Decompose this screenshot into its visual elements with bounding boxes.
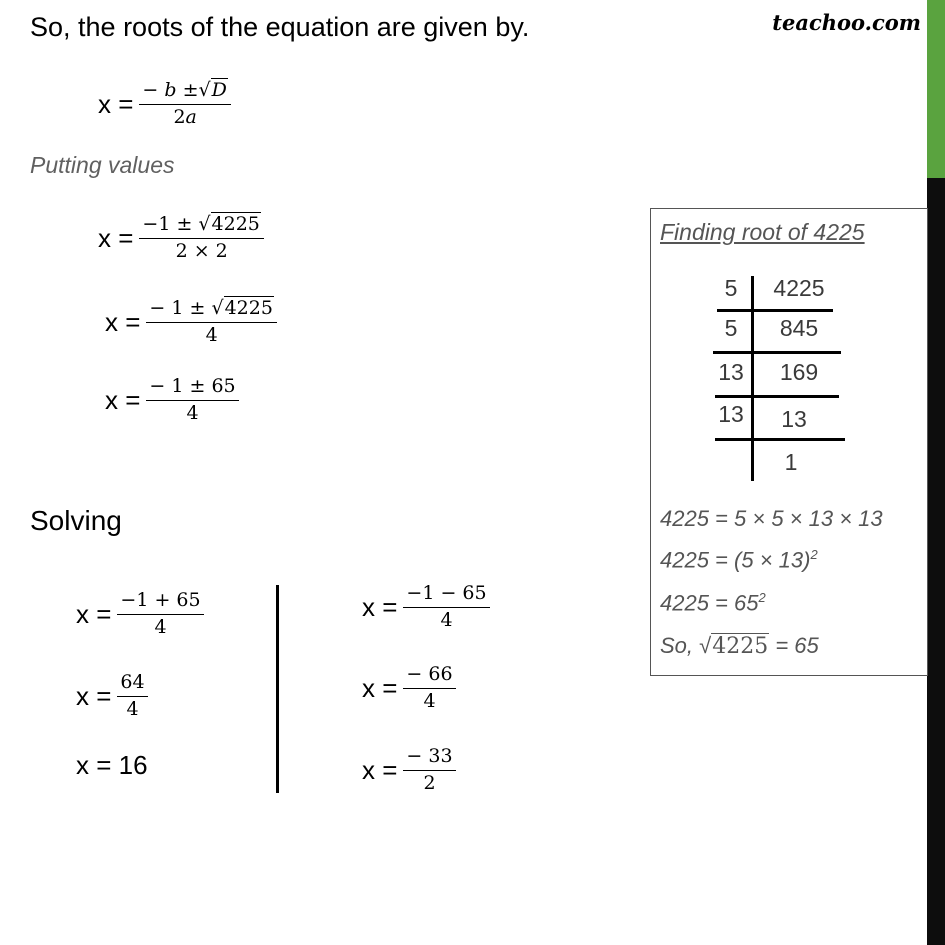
sub2-denominator: 4 (205, 323, 218, 346)
right-eq3-fraction (403, 746, 455, 795)
left-eq-2 (76, 672, 148, 721)
left-eq-1 (76, 590, 204, 639)
minus-sign: − (142, 79, 159, 101)
formula-lhs: x = (98, 88, 134, 119)
right-eq2-lhs: x = (362, 672, 398, 703)
left-eq1-denominator: 4 (154, 615, 167, 638)
var-D: D (211, 79, 227, 101)
root-finding-box (650, 208, 928, 676)
right-eq3-numerator: − 33 (403, 746, 455, 771)
fact4-prefix: So, √ (660, 633, 712, 658)
division-line (713, 351, 841, 354)
sub3-denominator: 4 (186, 401, 199, 424)
factorization-square (660, 547, 818, 573)
right-eq3-denominator: 2 (423, 771, 436, 794)
formula-denominator (173, 105, 196, 129)
fact2-exponent: 2 (810, 547, 818, 562)
substitution-3 (105, 376, 239, 425)
fact2-text: 4225 = (5 × 13) (660, 547, 811, 573)
fact3-exponent: 2 (758, 590, 766, 605)
left-eq1-lhs: x = (76, 598, 112, 629)
left-eq-3: x = 16 (76, 750, 148, 780)
sub2-numerator (146, 298, 277, 323)
quotient: 1 (784, 449, 798, 475)
factorization-line: 4225 = 5 × 5 × 13 × 13 (660, 506, 883, 531)
fact3-text: 4225 = 65 (660, 590, 759, 616)
den-two: 2 (173, 105, 186, 128)
right-eq1-lhs: x = (362, 591, 398, 622)
left-eq2-numerator: 64 (117, 672, 147, 697)
division-line (717, 309, 833, 312)
right-eq1-numerator: −1 − 65 (403, 583, 489, 608)
divisor: 13 (718, 359, 744, 385)
division-vertical-line (751, 276, 754, 481)
column-divider (276, 585, 279, 793)
quotient: 845 (779, 315, 819, 341)
left-eq2-lhs: x = (76, 680, 112, 711)
division-line (715, 395, 839, 398)
sub1-num-text: −1 ± √ (142, 213, 211, 235)
fact4-suffix: = 65 (769, 633, 819, 658)
sub1-numerator (139, 214, 263, 239)
sub2-radicand: 4225 (224, 297, 273, 319)
right-eq-1 (362, 583, 490, 632)
brand-logo: teachoo.com (772, 10, 921, 35)
right-eq2-fraction (403, 664, 455, 713)
right-eq1-denominator: 4 (440, 608, 453, 631)
divisor: 5 (724, 315, 738, 341)
right-eq2-numerator: − 66 (403, 664, 455, 689)
sub3-numerator: − 1 ± 65 (146, 376, 238, 401)
substitution-2 (105, 298, 277, 347)
sub1-lhs: x = (98, 222, 134, 253)
page-heading: So, the roots of the equation are given by. (30, 12, 530, 42)
left-eq1-numerator: −1 + 65 (117, 590, 203, 615)
right-eq2-denominator: 4 (423, 689, 436, 712)
formula-numerator (139, 80, 230, 105)
left-eq1-fraction (117, 590, 203, 639)
sub1-radicand: 4225 (211, 213, 260, 235)
var-b: b (164, 79, 177, 101)
square-root-result (660, 633, 819, 659)
substitution-1 (98, 214, 264, 263)
sub3-lhs: x = (105, 384, 141, 415)
right-eq1-fraction (403, 583, 489, 632)
divisor: 13 (718, 401, 744, 427)
right-eq-3 (362, 746, 456, 795)
putting-values-note: Putting values (30, 152, 175, 178)
scrollbar-thumb[interactable] (927, 0, 945, 178)
left-eq2-fraction (117, 672, 147, 721)
sqrt-sign: √ (198, 79, 211, 101)
quotient: 169 (779, 359, 819, 385)
right-eq3-lhs: x = (362, 754, 398, 785)
box-title: Finding root of 4225 (660, 219, 865, 245)
fact4-radicand: 4225 (712, 634, 769, 659)
solving-heading: Solving (30, 505, 122, 536)
var-a: a (185, 105, 197, 128)
quadratic-formula (98, 80, 231, 129)
factorization-result (660, 590, 766, 616)
sub2-lhs: x = (105, 306, 141, 337)
plus-minus-sign: ± (182, 79, 199, 101)
scrollbar[interactable] (927, 0, 945, 945)
sub1-denominator: 2 × 2 (175, 239, 228, 262)
sub3-fraction (146, 376, 238, 425)
sub2-fraction (146, 298, 277, 347)
left-eq2-denominator: 4 (126, 697, 139, 720)
quotient: 4225 (773, 275, 825, 301)
sub2-num-text: − 1 ± √ (149, 297, 224, 319)
divisor: 5 (724, 275, 738, 301)
right-eq-2 (362, 664, 456, 713)
quotient: 13 (781, 406, 807, 432)
division-line (715, 438, 845, 441)
formula-fraction (139, 80, 230, 129)
sub1-fraction (139, 214, 263, 263)
